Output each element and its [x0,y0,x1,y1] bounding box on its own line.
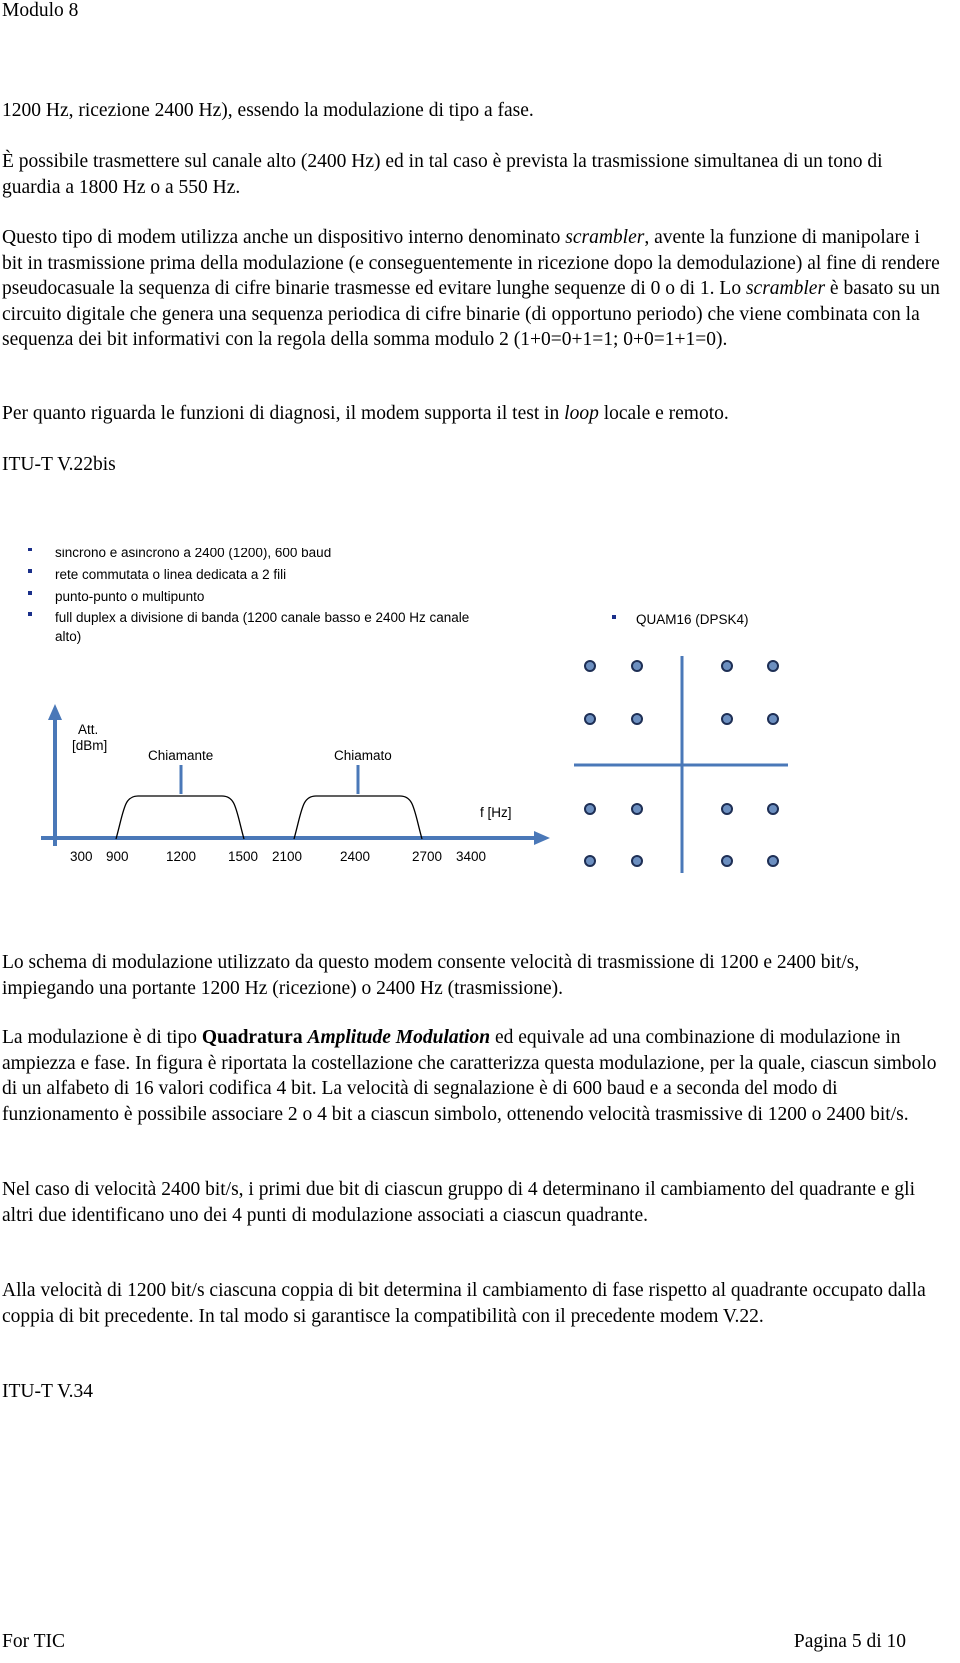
bullet-icon [612,615,616,619]
constellation-point [632,804,642,814]
x-tick-label: 2700 [412,849,443,864]
bullet-item: punto-punto o multipunto [55,589,205,604]
paragraph-2: È possibile trasmettere sul canale alto (2400 Hz) ed in tal caso è prevista la trasmissione simultanea di un tono di guardia a 1800 Hz o a 550 Hz. [2,151,883,198]
bullet-item: rete commutata o linea dedicata a 2 fili [55,567,287,582]
paragraph-1: 1200 Hz, ricezione 2400 Hz), essendo la modulazione di tipo a fase. [2,100,534,121]
bullet-item: sincrono e asincrono a 2400 (1200), 600 baud [55,548,332,560]
paragraph-6 [2,1025,942,1127]
constellation-point [768,661,778,671]
constellation-point [632,661,642,671]
bullet-icon [28,548,32,551]
paragraph-3-part-e: è basato su un circuito digitale che genera una sequenza periodica di cifre binarie (di opportuno periodo) che viene combinata con la sequenza dei bit informativi con la regola della somma modulo 2 (1+0=0+1=1; 0+0=1+1=0). [2,278,940,350]
paragraph-3 [2,225,942,353]
x-tick-label: 1200 [166,849,197,864]
y-axis-arrow [48,704,62,720]
x-axis-arrow [534,831,550,845]
paragraph-8: Alla velocità di 1200 bit/s ciascuna coppia di bit determina il cambiamento di fase rispetto al quadrante occupato dalla coppia di bit precedente. In tal modo si garantisce la compatibilità con il precedente modem V.22. [2,1280,926,1327]
bullet-item: alto) [55,629,82,644]
constellation-point [722,714,732,724]
x-tick-label: 1500 [228,849,259,864]
band-high [294,796,422,839]
constellation-point [585,804,595,814]
x-tick-labels [70,849,486,864]
x-tick-label: 900 [106,849,129,864]
bullet-icon [28,591,32,595]
constellation-point [722,856,732,866]
qam-term-bold-italic: Amplitude Modulation [307,1027,491,1048]
feature-bullet-list [28,548,469,644]
bullet-item: full duplex a divisione di banda (1200 canale basso e 2400 Hz canale [55,610,470,625]
band-high-label: Chiamato [334,748,392,763]
paragraph-4-part-a: Per quanto riguarda le funzioni di diagnosi, il modem supporta il test in [2,403,565,424]
v22bis-figure [0,548,960,928]
bullet-icon [28,569,32,573]
y-axis-label: Att. [78,722,99,737]
paragraph-3-part-a: Questo tipo di modem utilizza anche un dispositivo interno denominato [2,227,566,248]
x-tick-label: 2100 [272,849,303,864]
constellation-point [768,804,778,814]
constellation-point [585,714,595,724]
header-title: Modulo 8 [2,0,79,21]
x-tick-label: 3400 [456,849,487,864]
loop-term: loop [564,403,599,424]
spectrum-chart [41,704,550,864]
constellation-point [632,714,642,724]
x-tick-label: 2400 [340,849,371,864]
constellation-point [768,856,778,866]
x-axis-label: f [Hz] [480,805,512,820]
bullet-icon [28,612,32,616]
heading-v34: ITU-T V.34 [2,1381,94,1402]
paragraph-4-part-c: locale e remoto. [598,403,729,424]
constellation-diagram [574,612,788,873]
constellation-point [722,804,732,814]
paragraph-6-part-a: La modulazione è di tipo [2,1027,202,1048]
scrambler-term: scrambler [565,227,645,248]
scrambler-term: scrambler [745,278,826,299]
paragraph-3-part-c: , avente la funzione di manipolare i bit in trasmissione prima della modulazione (e conseguentemente in ricezione dopo la demodulazione) al fine di rendere pseudocasuale la sequenza di cifre binarie trasmesse ed evitare lunghe sequenze di 0 o di 1. Lo [2,227,940,299]
paragraph-4 [2,401,729,426]
y-axis-label: [dBm] [72,738,108,753]
heading-v22bis: ITU-T V.22bis [2,454,116,475]
constellation-point [768,714,778,724]
constellation-label: QUAM16 (DPSK4) [636,612,749,627]
paragraph-5: Lo schema di modulazione utilizzato da questo modem consente velocità di trasmissione di 1200 e 2400 bit/s, impiegando una portante 1200 Hz (ricezione) o 2400 Hz (trasmissione). [2,952,860,999]
constellation-point [632,856,642,866]
footer-left: For TIC [2,1631,66,1652]
x-tick-label: 300 [70,849,93,864]
band-low-label: Chiamante [148,748,214,763]
footer-page-number: Pagina 5 di 10 [793,1631,906,1652]
paragraph-6-part-d: ed equivale ad una combinazione di modulazione in ampiezza e fase. In figura è riportata la costellazione che caratterizza questa modulazione, per la quale, ciascun simbolo di un alfabeto di 16 valori codifica 4 bit. La velocità di segnalazione è di 600 baud e a seconda del modo di funzionamento è possibile associare 2 o 4 bit a ciascun simbolo, ottenendo velocità trasmissive di 1200 o 2400 bit/s. [2,1027,937,1125]
band-low [116,796,244,839]
constellation-point [585,661,595,671]
constellation-point [722,661,732,671]
qam-term-bold: Quadratura [201,1027,308,1048]
constellation-point [585,856,595,866]
paragraph-7: Nel caso di velocità 2400 bit/s, i primi due bit di ciascun gruppo di 4 determinano il cambiamento del quadrante e gli altri due identificano uno dei 4 punti di modulazione associati a ciascun quadrante. [2,1179,916,1226]
